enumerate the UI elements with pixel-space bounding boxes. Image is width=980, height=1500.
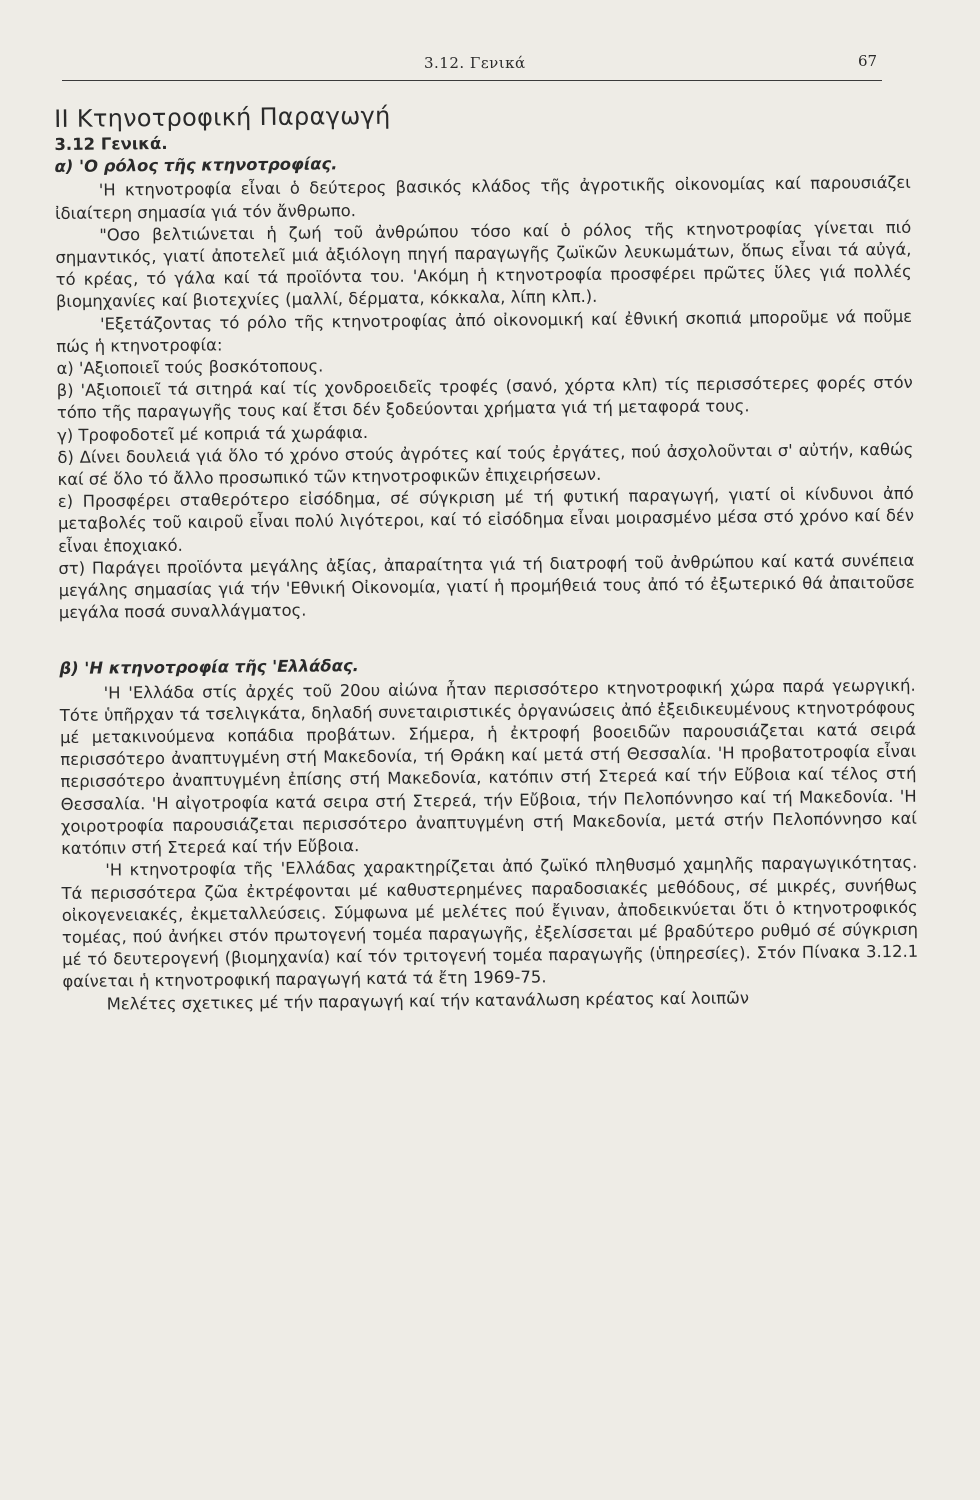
- subsection-a-heading: α) 'Ο ρόλος τῆς κτηνοτροφίας.: [54, 154, 338, 177]
- paragraph: 'Η κτηνοτροφία εἶναι ὁ δεύτερος βασικός κλάδος τῆς ἀγροτικῆς οἰκονομίας καί παρουσιάζει ἰδιαίτερη σημασία γιά τόν ἄνθρωπο.: [54, 173, 911, 223]
- paragraph: "Οσο βελτιώνεται ἡ ζωή τοῦ ἀνθρώπου τόσο καί ὁ ρόλος τῆς κτηνοτροφίας γίνεται πιό σημαντικός, γιατί ἀποτελεῖ μιά ἀξιόλογη πηγή παραγωγῆς ζωϊκῶν λευκωμάτων, ὅπως εἶναι τά αὐγά, τό κρέας, τό γάλα καί τά προϊόντα του. 'Ακόμη ἡ κτηνοτροφία προσφέρει πρῶτες ὕλες γιά πολλές βιομηχανίες καί βιοτεχνίες (μαλλί, δέρματα, κόκκαλα, λίπη κλπ.).: [55, 217, 912, 312]
- running-head: [0, 54, 980, 80]
- list-item: ε) Προσφέρει σταθερότερο εἰσόδημα, σέ σύγκριση μέ τή φυτική παραγωγή, γιατί οἱ κίνδυνοι ἀπό μεταβολές τοῦ καιροῦ εἶναι πολύ λιγότεροι, καί τό εἰσόδημα εἶναι μοιρασμένο μέσα στό χρόνο καί δέν εἶναι ἐποχιακό.: [57, 484, 915, 556]
- list-item: δ) Δίνει δουλειά γιά ὅλο τό χρόνο στούς ἀγρότες καί τούς ἐργάτες, πού ἀσχολοῦνται σ' αὐτήν, καθώς καί σέ ὅλο τό ἄλλο προσωπικό τῶν κτηνοτροφικῶν ἐπιχειρήσεων.: [57, 439, 914, 490]
- list-item: γ) Τροφοδοτεῖ μέ κοπριά τά χωράφια.: [57, 422, 369, 445]
- paragraph: 'Η 'Ελλάδα στίς ἀρχές τοῦ 20ου αἰώνα ἦταν περισσότερο κτηνοτροφική χώρα παρά γεωργική. Τότε ὑπῆρχαν τά τσελιγκάτα, δηλαδή συνεταιριστικές ὀργανώσεις ἀπό ἐξειδικευμένους κτηνοτρόφους μέ μετακινούμενα κοπάδια προβάτων. Σήμερα, ἡ ἐκτροφή βοοειδῶν παρουσιάζεται κατά σειρά περισσότερο ἀναπτυγμένη στή Μακεδονία, τή Θράκη καί μετά στή Θεσσαλία. 'Η προβατοτροφία εἶναι περισσότερο ἀναπτυγμένη ἐπίσης στή Μακεδονία, κατόπιν στή Στερεά καί τήν Εὔβοια καί τέλος στή Θεσσαλία. 'Η αἰγοτροφία κατά σειρα στή Στερεά, τήν Εὔβοια, τήν Πελοπόννησο καί τή Μακεδονία. 'Η χοιροτροφία παρουσιάζεται περισσότερο ἀναπτυγμένη στή Μακεδονία, μετά στήν Πελοπόννησο καί κατόπιν στή Στερεά καί τήν Εὔβοια.: [59, 675, 917, 859]
- header-rule: [62, 80, 882, 81]
- paragraph: 'Η κτηνοτροφία τῆς 'Ελλάδας χαρακτηρίζεται ἀπό ζωϊκό πληθυσμό χαμηλῆς παραγωγικότητας. Τά περισσότερα ζῶα ἐκτρέφονται μέ καθυστερημένες παραδοσιακές μεθόδους, σέ μικρές, συνήθως οἰκογενειακές, ἐκμεταλλεύσεις. Σύμφωνα μέ μελέτες πού ἔγιναν, ἀποδεικνύεται ὅτι ὁ κτηνοτροφικός τομέας, πού ἀνήκει στόν πρωτογενή τομέα παραγωγῆς, ἐξελίσσεται μέ βραδύτερο ρυθμό σέ σύγκριση μέ τό δευτερογενή (βιομηχανία) καί τόν τριτογενή τομέα παραγωγῆς (ὑπηρεσίες). Στόν Πίνακα 3.12.1 φαίνεται ἡ κτηνοτροφική παραγωγή κατά τά ἔτη 1969-75.: [61, 853, 919, 992]
- page-number: 67: [858, 52, 878, 70]
- list-item: β) 'Αξιοποιεῖ τά σιτηρά καί τίς χονδροειδεῖς τροφές (σανό, χόρτα κλπ) τίς περισσότερες φορές στόν τόπο τῆς παραγωγῆς τους καί ἔτσι δέν ξοδεύονται χρήματα γιά τή μεταφορά τους.: [56, 373, 913, 423]
- subsection-b-heading: β) 'Η κτηνοτροφία τῆς 'Ελλάδας.: [59, 656, 359, 679]
- list-item: α) 'Αξιοποιεῖ τούς βοσκότοπους.: [56, 356, 324, 379]
- paragraph: Μελέτες σχετικες μέ τήν παραγωγή καί τήν κατανάλωση κρέατος καί λοιπῶν: [106, 987, 750, 1014]
- chapter-title: ΙΙ Κτηνοτροφική Παραγωγή: [54, 101, 391, 133]
- section-title: 3.12 Γενικά.: [54, 133, 168, 154]
- paragraph: 'Εξετάζοντας τό ρόλο τῆς κτηνοτροφίας ἀπό οἰκονομική καί ἐθνική σκοπιά μποροῦμε νά ποῦμε πώς ἡ κτηνοτροφία:: [56, 306, 913, 356]
- list-item: στ) Παράγει προϊόντα μεγάλης ἀξίας, ἀπαραίτητα γιά τή διατροφή τοῦ ἀνθρώπου καί κατά συνέπεια μεγάλης σημασίας γιά τήν 'Εθνική Οἰκονομία, γιατί ἡ προμήθειά τους ἀπό τό ἐξωτερικό θά ἀπαιτοῦσε μεγάλα ποσά συναλλάγματος.: [58, 550, 915, 623]
- body-text: [54, 96, 919, 1016]
- running-title: 3.12. Γενικά: [424, 54, 526, 72]
